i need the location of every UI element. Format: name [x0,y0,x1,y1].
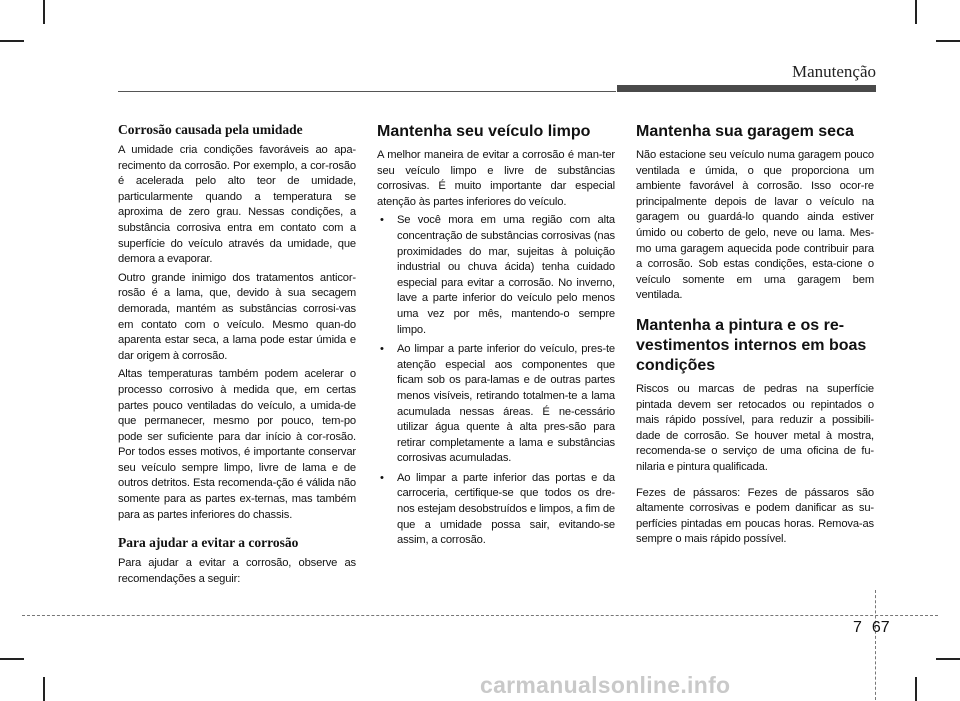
paragraph: Para ajudar a evitar a corrosão, observe as recomendações a seguir: [118,557,356,585]
crop-mark [0,40,24,42]
paragraph: A umidade cria condições favoráveis ao apa-recimento da corrosão. Por exemplo, a cor-rosão é acelerada pelo alto teor de umidade, particularmente quando a temperatura se aproxima de zero grau. Nessas condições, a substância corrosiva entra em contato com a superfície do veículo através da umidade, que demora a evaporar. [118,144,356,266]
paragraph: Riscos ou marcas de pedras na superfície pintada devem ser retocados ou repintados o mais rápido possível, para reduzir a possibili-dade de corrosão. Se houver metal à mostra, recomenda-se o serviço de uma oficina de fu-nilaria e pintura qualificada. [636,382,874,473]
paragraph: Não estacione seu veículo numa garagem pouco ventilada e úmida, o que proporciona um ambiente favorável à corrosão. Isso ocor-re principalmente depois de lavar o veículo na garagem ou guardá-lo quando ainda estiver úmido ou coberto de gelo, neve ou lama. Mes-mo uma garagem aquecida pode contribuir para a corrosão. Sob estas condições, esta-cione o veículo somente em uma garagem bem ventilada. [636,149,874,302]
paragraph: Outro grande inimigo dos tratamentos anticor-rosão é a lama, que, devido à sua secagem demorada, mantém as substâncias corrosi-vas em contato com o veículo. Mesmo quan-do aparenta estar seca, a lama pode estar úmida e dar origem à corrosão. [118,271,356,362]
header-bar [617,85,876,92]
footer-dashed-rule [22,615,938,616]
list-item [377,213,615,338]
paragraph: Fezes de pássaros: Fezes de pássaros são altamente corrosivas e podem danificar as su-perfícies pintadas em poucas horas. Remova-as sempre o mais rápido possível. [636,486,874,546]
footer-dashed-vertical [875,590,876,700]
section-heading-garage: Mantenha sua garagem seca [636,123,854,140]
chapter-title: Manutenção [791,62,876,81]
crop-mark [936,40,960,42]
bullet-icon: • [380,214,384,227]
bullet-list [377,213,615,548]
bullet-icon: • [380,343,384,356]
crop-mark [43,0,45,24]
page-chapter: 7 [853,619,862,636]
watermark: carmanualsonline.info [480,672,731,698]
crop-mark [0,658,24,660]
page-index: 67 [871,619,890,636]
column-left [118,122,356,590]
paragraph: Altas temperaturas também podem acelerar o processo corrosivo à medida que, em certas partes pouco ventiladas do veículo, a umida-de que permanecer, mesmo por pouco, tem-po pode ser suficiente para dar início à cor-rosão. Por todos esses motivos, é importante conservar seu veículo sempre limpo, livre de lama e de outros detritos. Esta recomenda-ção é válida não somente para as partes ex-ternas, mas também para as partes inferiores do chassis. [118,368,356,521]
crop-mark [915,677,917,701]
list-item [377,471,615,549]
column-right [636,122,874,551]
list-item [377,342,615,467]
header-rule [118,91,616,92]
bullet-icon: • [380,471,384,484]
section-heading-humidity: Corrosão causada pela umidade [118,122,303,137]
section-heading-paint: Mantenha a pintura e os re-vestimentos internos em boas condições [636,316,867,374]
section-heading-clean: Mantenha seu veículo limpo [377,123,591,140]
crop-mark [936,658,960,660]
list-item-text: Ao limpar a parte inferior do veículo, pres-te atenção especial aos componentes que ficam sob os para-lamas e de outras partes menos visíveis, retirando totalmen-te a lama acumulada nessas áreas. É ne-cessário utilizar água quente à alta pres-são para retirar completamente a lama e substâncias corrosivas acumuladas. [397,343,615,465]
paragraph: A melhor maneira de evitar a corrosão é man-ter seu veículo limpo e livre de substâncias corrosivas. É muito importante dar especial atenção às partes inferiores do veículo. [377,149,615,208]
list-item-text: Se você mora em uma região com alta concentração de substâncias corrosivas (nas proximidades do mar, sujeitas à poluição industrial ou chuva ácida) tenha cuidado especial para evitar a corrosão. No inverno, lave a parte inferior do veículo pelo menos uma vez por mês, mantendo-o sempre limpo. [397,214,615,336]
crop-mark [43,677,45,701]
column-middle [377,122,615,553]
page-number [853,619,890,637]
list-item-text: Ao limpar a parte inferior das portas e da carroceria, certifique-se que todos os dre-nos estejam desobstruídos e limpos, a fim de que a umidade possa sair, evitando-se assim, a corrosão. [397,471,615,547]
section-heading-prevent: Para ajudar a evitar a corrosão [118,535,299,551]
crop-mark [915,0,917,24]
